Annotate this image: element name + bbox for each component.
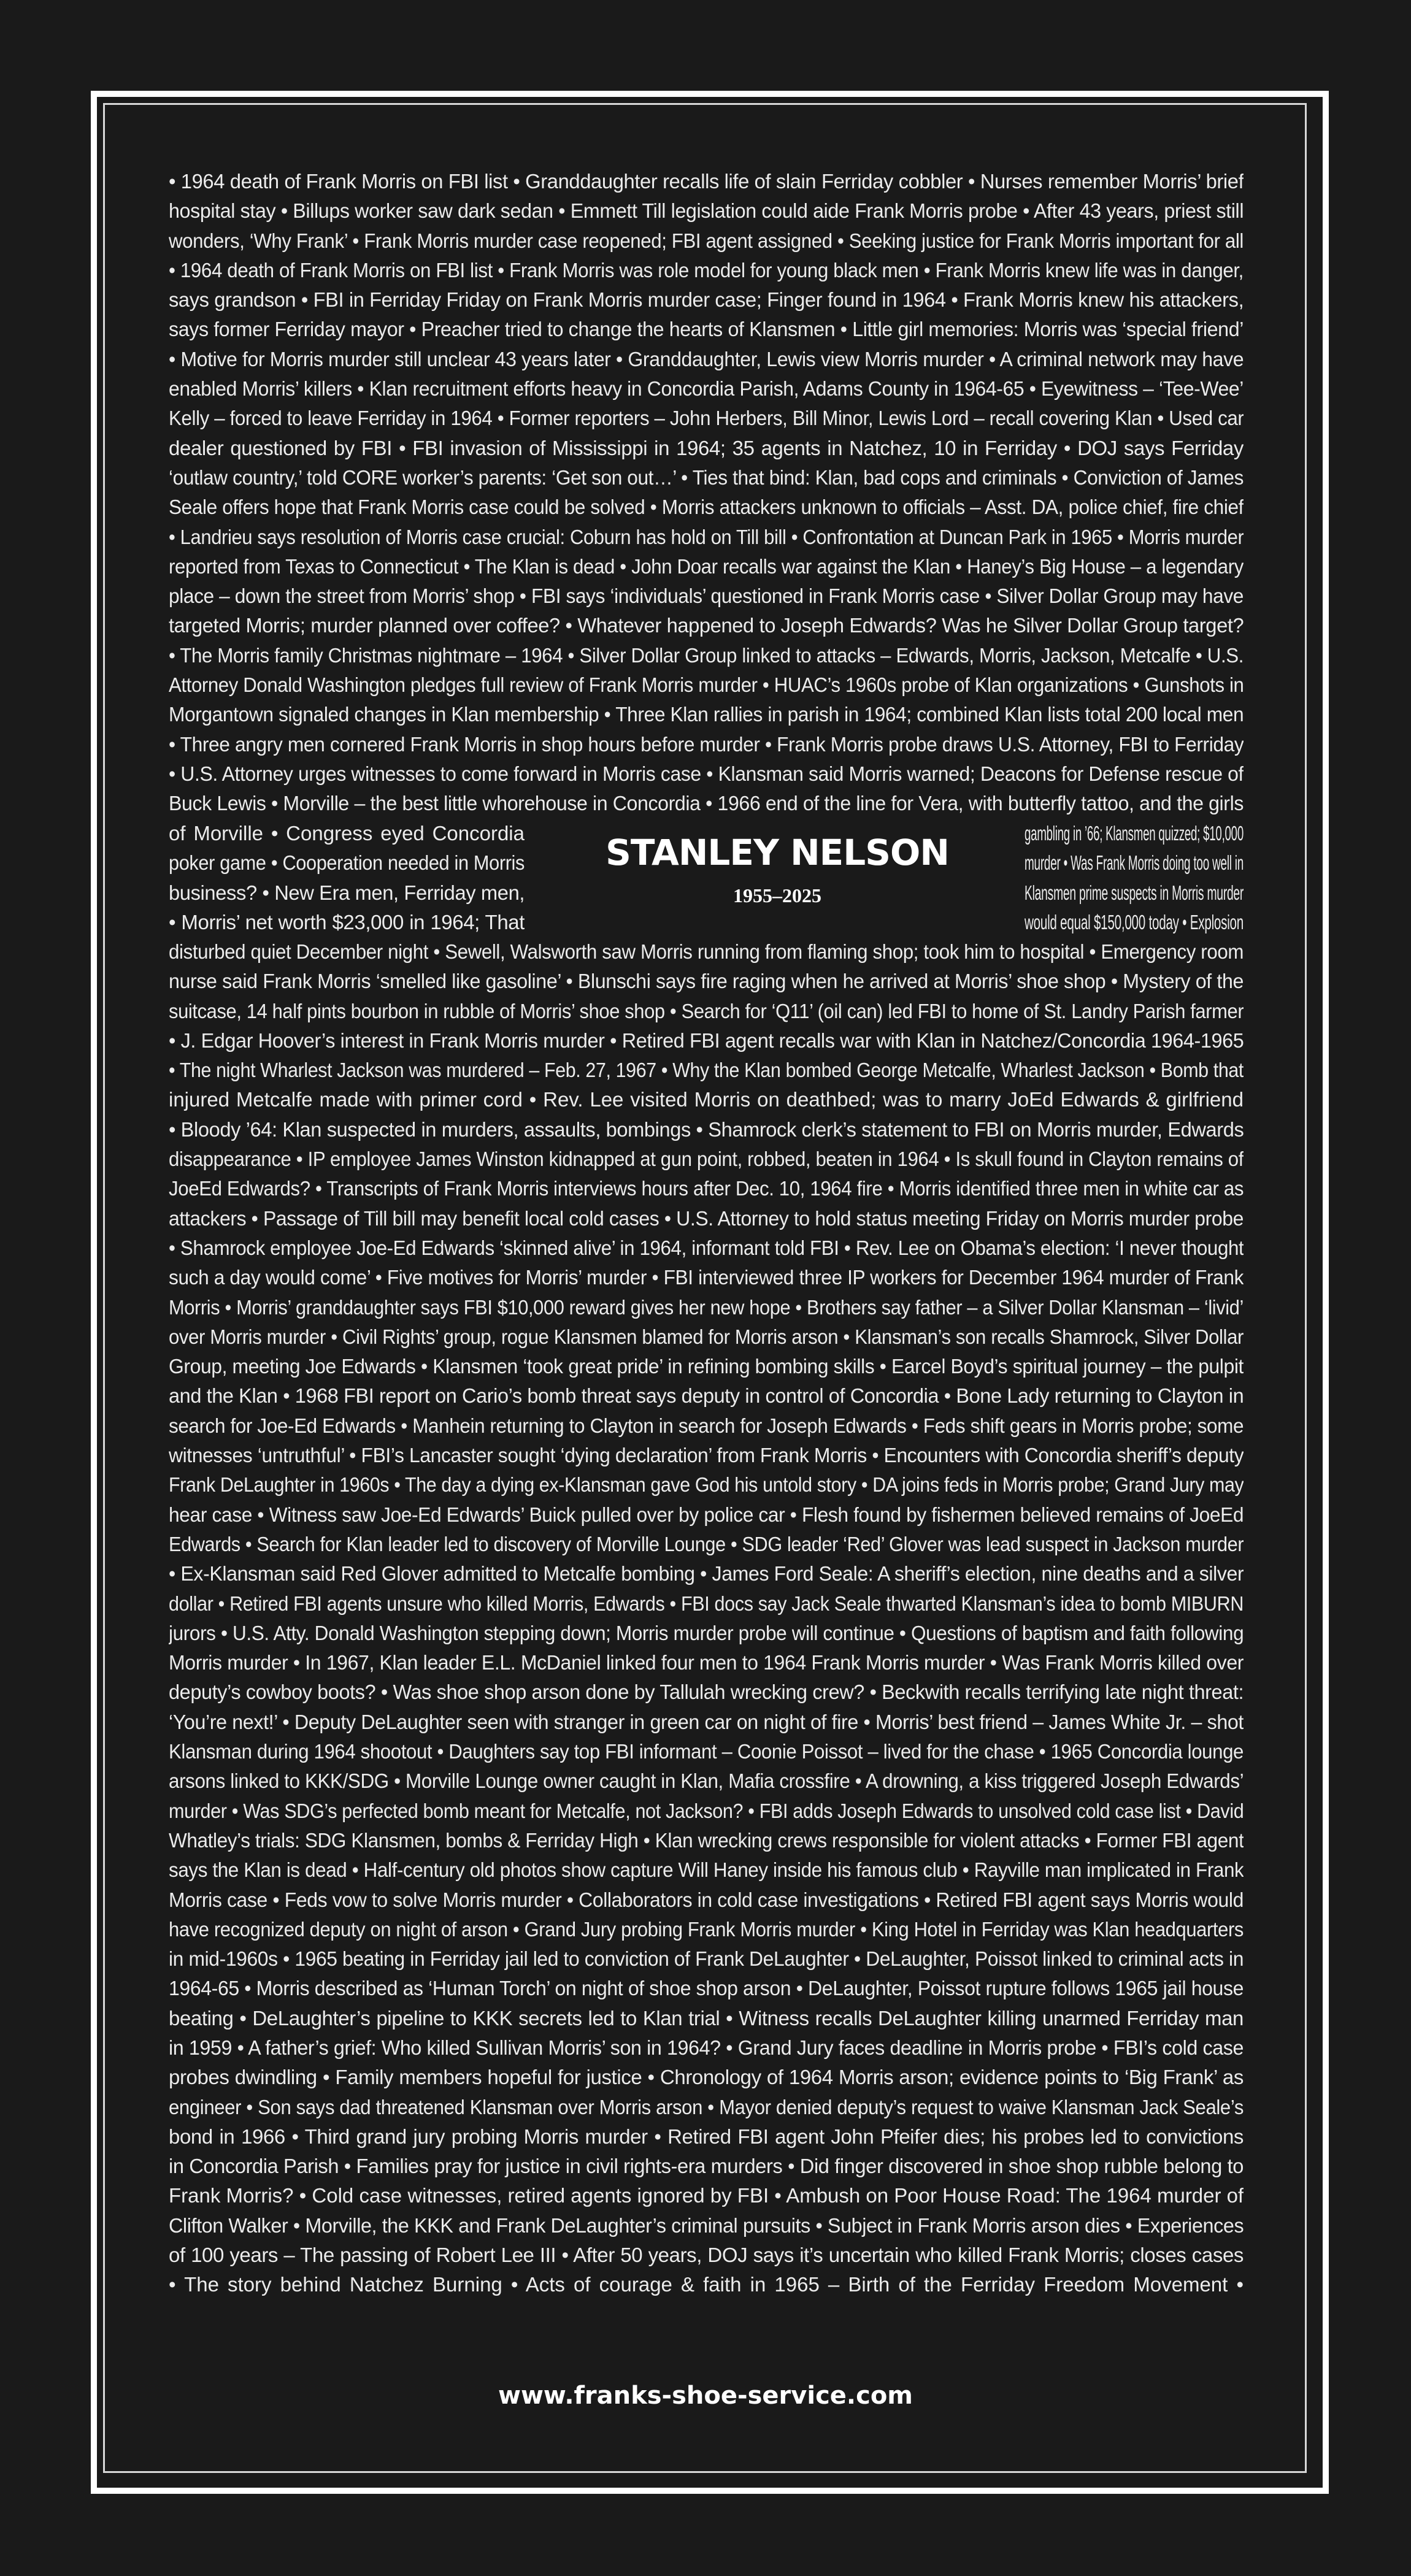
headline-top-line: • 1964 death of Frank Morris on FBI list • Frank Morris was role model for young black men • Frank Morris knew life was in danger, — [169, 258, 1244, 282]
headline-top-line: Seale offers hope that Frank Morris case could be solved • Morris attackers unknown to officials – Asst. DA, police chief, fire chief — [169, 496, 1244, 519]
headline-bottom-line: Edwards • Search for Klan leader led to discovery of Morville Lounge • SDG leader ‘Red’ Glover was lead suspect in Jackson murder — [169, 1532, 1244, 1555]
headline-bottom-line: Frank DeLaughter in 1960s • The day a dying ex-Klansman gave God his untold story • DA joins feds in Morris probe; Grand Jury may — [169, 1473, 1244, 1497]
website-link[interactable]: www.franks-shoe-service.com — [498, 2382, 913, 2410]
text-bottom-section — [169, 937, 1244, 2300]
headline-bottom-line: • Ex-Klansman said Red Glover admitted to Metcalfe bombing • James Ford Seale: A sheriff’s election, nine deaths and a silver — [169, 1562, 1244, 1585]
memorial-years: 1955–2025 — [733, 884, 821, 907]
headline-left-line: of Morville • Congress eyed Concordia — [169, 822, 525, 845]
text-right-column — [1025, 819, 1244, 937]
headline-bottom-line: Whatley’s trials: SDG Klansmen, bombs & Ferriday High • Klan wrecking crews responsible for violent attacks • Former FBI agent — [169, 1828, 1244, 1852]
headline-bottom-line: over Morris murder • Civil Rights’ group, rogue Klansmen blamed for Morris arson • Klansman’s son recalls Shamrock, Silver Dollar — [169, 1325, 1244, 1348]
headline-bottom-line: says the Klan is dead • Half-century old photos show capture Will Haney inside his famous club • Rayville man implicated in Frank — [169, 1858, 1244, 1882]
headline-bottom-line: Klansman during 1964 shootout • Daughters say top FBI informant – Coonie Poissot – lived for the chase • 1965 Concordia lounge — [169, 1740, 1244, 1763]
headline-top-line: Kelly – forced to leave Ferriday in 1964 • Former reporters – John Herbers, Bill Minor, Lewis Lord – recall covering Klan • Used car — [169, 407, 1244, 430]
headline-right-line: Klansmen prime suspects in Morris murder — [1025, 881, 1244, 904]
headline-bottom-line: jurors • U.S. Atty. Donald Washington stepping down; Morris murder probe will continue • Questions of baptism and faith following — [169, 1621, 1244, 1644]
headline-bottom-line: Morris murder • In 1967, Klan leader E.L. McDaniel linked four men to 1964 Frank Morris murder • Was Frank Morris killed over — [169, 1651, 1244, 1674]
headline-bottom-line: JoeEd Edwards? • Transcripts of Frank Morris interviews hours after Dec. 10, 1964 fire • Morris identified three men in white car as — [169, 1177, 1244, 1200]
text-left-column — [169, 819, 525, 937]
headline-top-line: Buck Lewis • Morville – the best little whorehouse in Concordia • 1966 end of the line for Vera, with butterfly tattoo, and the girls — [169, 792, 1244, 815]
headline-bottom-line: Frank Morris? • Cold case witnesses, retired agents ignored by FBI • Ambush on Poor House Road: The 1964 murder of — [169, 2184, 1244, 2207]
headline-bottom-line: Clifton Walker • Morville, the KKK and Frank DeLaughter’s criminal pursuits • Subject in Frank Morris arson dies • Experiences — [169, 2214, 1244, 2237]
headline-bottom-line: in Concordia Parish • Families pray for justice in civil rights-era murders • Did finger discovered in shoe shop rubble belong to — [169, 2155, 1244, 2178]
headline-bottom-line: nurse said Frank Morris ‘smelled like gasoline’ • Blunschi says fire raging when he arrived at Morris’ shoe shop • Mystery of the — [169, 970, 1244, 993]
headline-bottom-line: • The night Wharlest Jackson was murdered – Feb. 27, 1967 • Why the Klan bombed George Metcalfe, Wharlest Jackson • Bomb that — [169, 1059, 1244, 1082]
headline-bottom-line: bond in 1966 • Third grand jury probing Morris murder • Retired FBI agent John Pfeifer dies; his probes led to convictions — [169, 2125, 1244, 2148]
headline-bottom-line: suitcase, 14 half pints bourbon in rubble of Morris’ shoe shop • Search for ‘Q11’ (oil can) led FBI to home of St. Landry Parish farmer — [169, 999, 1244, 1022]
headline-top-line: Morgantown signaled changes in Klan membership • Three Klan rallies in parish in 1964; combined Klan lists total 200 local men — [169, 703, 1244, 726]
headline-right-line: would equal $150,000 today • Explosion — [1025, 910, 1244, 933]
headline-bottom-line: hear case • Witness saw Joe-Ed Edwards’ Buick pulled over by police car • Flesh found by fishermen believed remains of JoeEd — [169, 1503, 1244, 1526]
headline-text-block — [169, 167, 1244, 2320]
headline-bottom-line: • Bloody ’64: Klan suspected in murders, assaults, bombings • Shamrock clerk’s statement to FBI on Morris murder, Edwards — [169, 1117, 1244, 1141]
headline-bottom-line: in mid-1960s • 1965 beating in Ferriday jail led to conviction of Frank DeLaughter • DeLaughter, Poissot linked to criminal acts in — [169, 1947, 1244, 1971]
headline-top-line: ‘outlaw country,’ told CORE worker’s parents: ‘Get son out…’ • Ties that bind: Klan, bad cops and criminals • Conviction of James — [169, 466, 1244, 489]
headline-top-line: • U.S. Attorney urges witnesses to come forward in Morris case • Klansman said Morris warned; Deacons for Defense rescue of — [169, 762, 1244, 785]
headline-bottom-line: attackers • Passage of Till bill may benefit local cold cases • U.S. Attorney to hold status meeting Friday on Morris murder probe — [169, 1206, 1244, 1230]
headline-bottom-line: of 100 years – The passing of Robert Lee III • After 50 years, DOJ says it’s uncertain who killed Frank Morris; closes cases — [169, 2244, 1244, 2267]
headline-bottom-line: • J. Edgar Hoover’s interest in Frank Morris murder • Retired FBI agent recalls war with Klan in Natchez/Concordia 1964-1965 — [169, 1029, 1244, 1052]
headline-top-line: • Three angry men cornered Frank Morris in shop hours before murder • Frank Morris probe draws U.S. Attorney, FBI to Ferriday — [169, 732, 1244, 756]
headline-right-line: gambling in ’66; Klansmen quizzed; $10,000 — [1025, 822, 1244, 845]
headline-bottom-line: • The story behind Natchez Burning • Acts of courage & faith in 1965 – Birth of the Ferriday Freedom Movement • — [169, 2273, 1244, 2296]
headline-top-line: • Landrieu says resolution of Morris case crucial: Coburn has hold on Till bill • Confrontation at Duncan Park in 1965 • Morris murder — [169, 525, 1244, 548]
headline-top-line: • Motive for Morris murder still unclear 43 years later • Granddaughter, Lewis view Morris murder • A criminal network may have — [169, 347, 1244, 370]
headline-bottom-line: witnesses ‘untruthful’ • FBI’s Lancaster sought ‘dying declaration’ from Frank Morris • Encounters with Concordia sheriff’s deputy — [169, 1444, 1244, 1467]
headline-top-line: dealer questioned by FBI • FBI invasion of Mississippi in 1964; 35 agents in Natchez, 10 in Ferriday • DOJ says Ferriday — [169, 436, 1244, 459]
memorial-name: STANLEY NELSON — [606, 832, 949, 873]
headline-top-line: enabled Morris’ killers • Klan recruitment efforts heavy in Concordia Parish, Adams County in 1964-65 • Eyewitness – ‘Tee-Wee’ — [169, 377, 1244, 401]
headline-bottom-line: have recognized deputy on night of arson • Grand Jury probing Frank Morris murder • King Hotel in Ferriday was Klan headquarters — [169, 1917, 1244, 1941]
headline-bottom-line: such a day would come’ • Five motives for Morris’ murder • FBI interviewed three IP workers for December 1964 murder of Frank — [169, 1266, 1244, 1289]
headline-top-line: Attorney Donald Washington pledges full review of Frank Morris murder • HUAC’s 1960s probe of Klan organizations • Gunshots in — [169, 673, 1244, 697]
headline-bottom-line: • Shamrock employee Joe-Ed Edwards ‘skinned alive’ in 1964, informant told FBI • Rev. Lee on Obama’s election: ‘I never thought — [169, 1236, 1244, 1259]
headline-bottom-line: beating • DeLaughter’s pipeline to KKK secrets led to Klan trial • Witness recalls DeLaughter killing unarmed Ferriday man — [169, 2006, 1244, 2030]
headline-bottom-line: dollar • Retired FBI agents unsure who killed Morris, Edwards • FBI docs say Jack Seale thwarted Klansman’s idea to bomb MIBURN — [169, 1592, 1244, 1615]
headline-top-line: says grandson • FBI in Ferriday Friday on Frank Morris murder case; Finger found in 1964 • Frank Morris knew his attackers, — [169, 288, 1244, 312]
headline-bottom-line: ‘You’re next!’ • Deputy DeLaughter seen with stranger in green car on night of fire • Morris’ best friend – James White Jr. – shot — [169, 1710, 1244, 1733]
headline-bottom-line: Morris case • Feds vow to solve Morris murder • Collaborators in cold case investigations • Retired FBI agent says Morris would — [169, 1888, 1244, 1911]
headline-top-line: says former Ferriday mayor • Preacher tried to change the hearts of Klansmen • Little girl memories: Morris was ‘special friend’ — [169, 318, 1244, 341]
headline-bottom-line: in 1959 • A father’s grief: Who killed Sullivan Morris’ son in 1964? • Grand Jury faces deadline in Morris probe • FBI’s cold case — [169, 2036, 1244, 2059]
headline-bottom-line: disappearance • IP employee James Winston kidnapped at gun point, robbed, beaten in 1964 • Is skull found in Clayton remains of — [169, 1148, 1244, 1171]
headline-left-line: poker game • Cooperation needed in Morris — [169, 851, 525, 875]
headline-top-line: • 1964 death of Frank Morris on FBI list • Granddaughter recalls life of slain Ferriday cobbler • Nurses remember Morris’ brief — [169, 170, 1244, 193]
headline-bottom-line: disturbed quiet December night • Sewell, Walsworth saw Morris running from flaming shop; took him to hospital • Emergency room — [169, 940, 1244, 963]
headline-bottom-line: arsons linked to KKK/SDG • Morville Lounge owner caught in Klan, Mafia crossfire • A drowning, a kiss triggered Joseph Edwards’ — [169, 1769, 1244, 1793]
headline-top-line: hospital stay • Billups worker saw dark sedan • Emmett Till legislation could aide Frank Morris probe • After 43 years, priest still — [169, 199, 1244, 223]
headline-bottom-line: and the Klan • 1968 FBI report on Cario’s bomb threat says deputy in control of Concordia • Bone Lady returning to Clayton in — [169, 1384, 1244, 1408]
headline-top-line: targeted Morris; murder planned over coffee? • Whatever happened to Joseph Edwards? Was he Silver Dollar Group target? — [169, 614, 1244, 637]
headline-top-line: reported from Texas to Connecticut • The Klan is dead • John Doar recalls war against the Klan • Haney’s Big House – a legendary — [169, 554, 1244, 578]
headline-bottom-line: injured Metcalfe made with primer cord • Rev. Lee visited Morris on deathbed; was to marry JoEd Edwards & girlfriend — [169, 1088, 1244, 1111]
headline-left-line: • Morris’ net worth $23,000 in 1964; That — [169, 910, 525, 933]
headline-bottom-line: 1964-65 • Morris described as ‘Human Torch’ on night of shoe shop arson • DeLaughter, Poissot rupture follows 1965 jail house — [169, 1977, 1244, 2000]
headline-top-line: wonders, ‘Why Frank’ • Frank Morris murder case reopened; FBI agent assigned • Seeking justice for Frank Morris important for all — [169, 229, 1244, 252]
headline-bottom-line: deputy’s cowboy boots? • Was shoe shop arson done by Tallulah wrecking crew? • Beckwith recalls terrifying late night threat: — [169, 1681, 1244, 1704]
headline-top-line: • The Morris family Christmas nightmare – 1964 • Silver Dollar Group linked to attacks – Edwards, Morris, Jackson, Metcalfe • U.S. — [169, 643, 1244, 667]
text-top-section — [169, 167, 1244, 819]
headline-bottom-line: Morris • Morris’ granddaughter says FBI $10,000 reward gives her new hope • Brothers say father – a Silver Dollar Klansman – ‘livid’ — [169, 1295, 1244, 1319]
headline-right-line: murder • Was Frank Morris doing too well in — [1025, 851, 1244, 875]
headline-bottom-line: search for Joe-Ed Edwards • Manhein returning to Clayton in search for Joseph Edwards • Feds shift gears in Morris probe; some — [169, 1414, 1244, 1437]
headline-bottom-line: engineer • Son says dad threatened Klansman over Morris arson • Mayor denied deputy’s request to waive Klansman Jack Seale’s — [169, 2095, 1244, 2118]
headline-bottom-line: probes dwindling • Family members hopeful for justice • Chronology of 1964 Morris arson; evidence points to ‘Big Frank’ as — [169, 2066, 1244, 2089]
headline-left-line: business? • New Era men, Ferriday men, — [169, 881, 525, 904]
headline-bottom-line: Group, meeting Joe Edwards • Klansmen ‘took great pride’ in refining bombing skills • Earcel Boyd’s spiritual journey – the pulpit — [169, 1355, 1244, 1378]
headline-top-line: place – down the street from Morris’ shop • FBI says ‘individuals’ questioned in Frank Morris case • Silver Dollar Group may have — [169, 585, 1244, 608]
headline-bottom-line: murder • Was SDG’s perfected bomb meant for Metcalfe, not Jackson? • FBI adds Joseph Edwards to unsolved cold case list • David — [169, 1799, 1244, 1822]
